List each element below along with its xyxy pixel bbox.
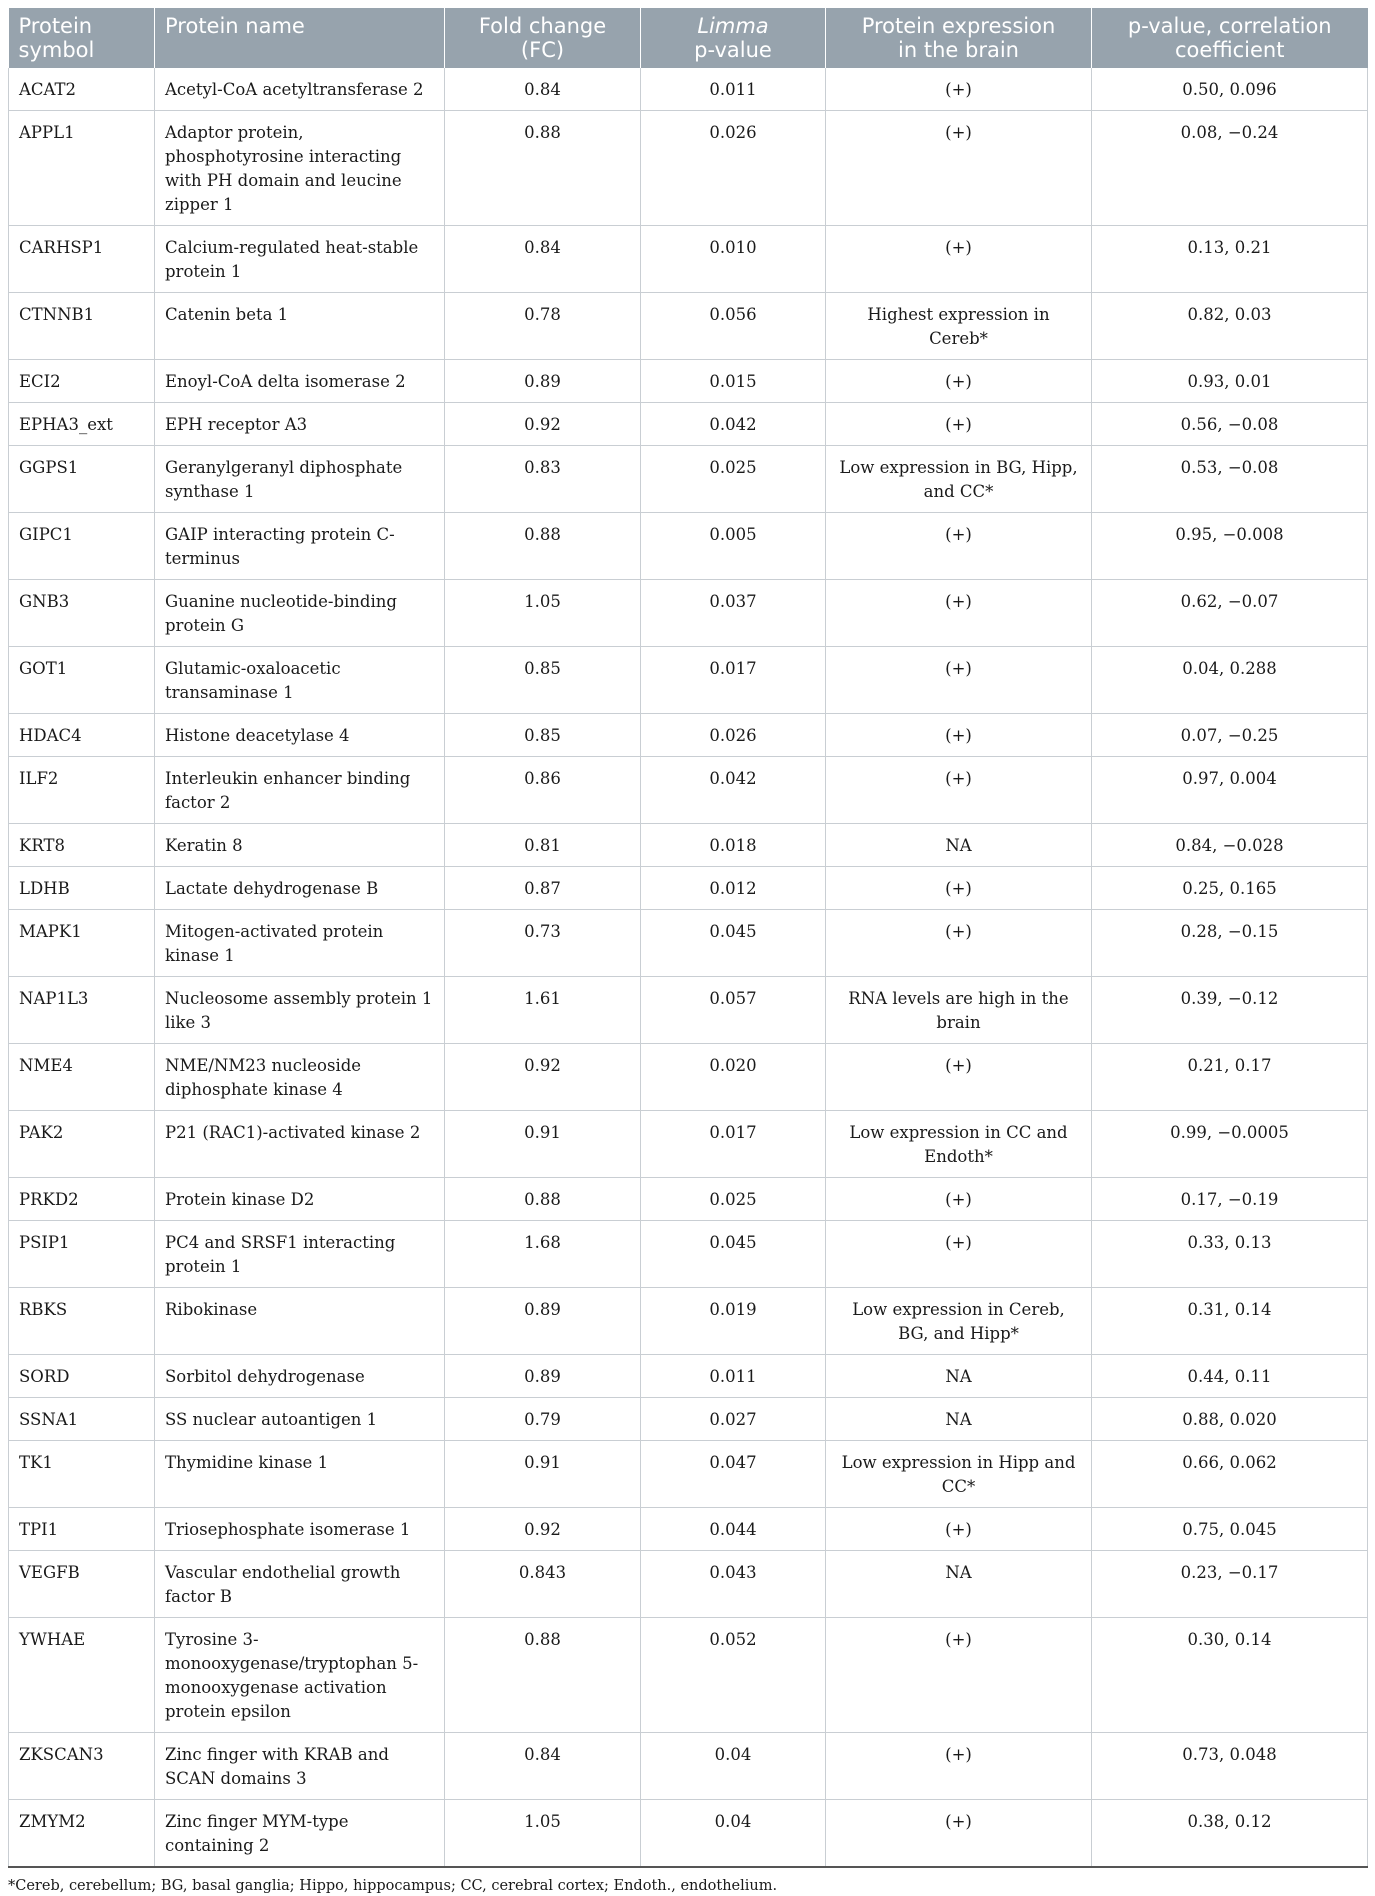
cell-limma-p-value: 0.017 [641,647,826,714]
cell-protein-symbol: KRT8 [9,824,155,867]
cell-limma-p-value: 0.045 [641,910,826,977]
cell-protein-name: EPH receptor A3 [155,403,445,446]
table-row [9,910,1368,977]
cell-protein-expression: (+) [826,580,1092,647]
header-limma-p-value: Limma p-value [641,8,826,68]
protein-table [8,8,1368,1868]
cell-protein-symbol: VEGFB [9,1551,155,1618]
cell-limma-p-value: 0.056 [641,293,826,360]
cell-correlation: 0.28, −0.15 [1092,910,1368,977]
cell-limma-p-value: 0.037 [641,580,826,647]
cell-protein-name: Calcium-regulated heat-stable protein 1 [155,226,445,293]
header-correlation: p-value, correlation coefficient [1092,8,1368,68]
cell-fold-change: 0.85 [445,714,641,757]
cell-limma-p-value: 0.011 [641,1355,826,1398]
table-row [9,580,1368,647]
cell-limma-p-value: 0.042 [641,757,826,824]
cell-protein-name: Sorbitol dehydrogenase [155,1355,445,1398]
cell-fold-change: 0.86 [445,757,641,824]
cell-protein-symbol: PAK2 [9,1111,155,1178]
table-row [9,1221,1368,1288]
cell-protein-name: Zinc finger MYM-type containing 2 [155,1800,445,1868]
cell-limma-p-value: 0.019 [641,1288,826,1355]
cell-correlation: 0.23, −0.17 [1092,1551,1368,1618]
cell-protein-symbol: SSNA1 [9,1398,155,1441]
cell-protein-expression: (+) [826,111,1092,226]
cell-protein-symbol: APPL1 [9,111,155,226]
cell-protein-symbol: GOT1 [9,647,155,714]
cell-fold-change: 0.92 [445,1044,641,1111]
cell-correlation: 0.08, −0.24 [1092,111,1368,226]
cell-correlation: 0.33, 0.13 [1092,1221,1368,1288]
cell-fold-change: 1.61 [445,977,641,1044]
cell-correlation: 0.04, 0.288 [1092,647,1368,714]
table-row [9,714,1368,757]
cell-protein-expression: NA [826,1551,1092,1618]
cell-fold-change: 1.68 [445,1221,641,1288]
cell-correlation: 0.75, 0.045 [1092,1508,1368,1551]
cell-fold-change: 0.88 [445,111,641,226]
cell-limma-p-value: 0.026 [641,714,826,757]
cell-protein-name: SS nuclear autoantigen 1 [155,1398,445,1441]
table-row [9,977,1368,1044]
cell-protein-symbol: ACAT2 [9,68,155,111]
cell-protein-expression: Low expression in Hipp and CC* [826,1441,1092,1508]
cell-protein-name: Glutamic-oxaloacetic transaminase 1 [155,647,445,714]
cell-protein-expression: RNA levels are high in the brain [826,977,1092,1044]
cell-correlation: 0.13, 0.21 [1092,226,1368,293]
cell-protein-expression: (+) [826,1733,1092,1800]
cell-protein-expression: (+) [826,360,1092,403]
cell-correlation: 0.31, 0.14 [1092,1288,1368,1355]
cell-limma-p-value: 0.010 [641,226,826,293]
cell-fold-change: 0.88 [445,1178,641,1221]
cell-limma-p-value: 0.012 [641,867,826,910]
cell-limma-p-value: 0.04 [641,1800,826,1868]
cell-correlation: 0.50, 0.096 [1092,68,1368,111]
table-row [9,360,1368,403]
cell-fold-change: 0.843 [445,1551,641,1618]
cell-fold-change: 0.85 [445,647,641,714]
cell-limma-p-value: 0.017 [641,1111,826,1178]
cell-fold-change: 0.89 [445,1355,641,1398]
cell-limma-p-value: 0.04 [641,1733,826,1800]
cell-protein-name: Ribokinase [155,1288,445,1355]
cell-protein-expression: (+) [826,1178,1092,1221]
cell-limma-p-value: 0.026 [641,111,826,226]
cell-protein-name: GAIP interacting protein C-terminus [155,513,445,580]
cell-protein-name: P21 (RAC1)-activated kinase 2 [155,1111,445,1178]
cell-protein-name: Interleukin enhancer binding factor 2 [155,757,445,824]
cell-fold-change: 0.91 [445,1111,641,1178]
table-row [9,867,1368,910]
cell-protein-name: Catenin beta 1 [155,293,445,360]
cell-correlation: 0.07, −0.25 [1092,714,1368,757]
cell-protein-name: Mitogen-activated protein kinase 1 [155,910,445,977]
cell-protein-symbol: MAPK1 [9,910,155,977]
cell-correlation: 0.66, 0.062 [1092,1441,1368,1508]
cell-protein-symbol: HDAC4 [9,714,155,757]
cell-correlation: 0.25, 0.165 [1092,867,1368,910]
cell-correlation: 0.53, −0.08 [1092,446,1368,513]
cell-protein-expression: Low expression in CC and Endoth* [826,1111,1092,1178]
cell-correlation: 0.95, −0.008 [1092,513,1368,580]
cell-protein-symbol: TK1 [9,1441,155,1508]
cell-protein-expression: (+) [826,68,1092,111]
cell-fold-change: 0.84 [445,68,641,111]
table-row [9,1551,1368,1618]
cell-protein-name: Geranylgeranyl diphosphate synthase 1 [155,446,445,513]
table-row [9,647,1368,714]
cell-protein-name: Guanine nucleotide-binding protein G [155,580,445,647]
cell-protein-name: Histone deacetylase 4 [155,714,445,757]
cell-protein-expression: Low expression in BG, Hipp, and CC* [826,446,1092,513]
cell-correlation: 0.17, −0.19 [1092,1178,1368,1221]
cell-limma-p-value: 0.011 [641,68,826,111]
cell-protein-expression: (+) [826,1221,1092,1288]
cell-protein-symbol: EPHA3_ext [9,403,155,446]
cell-protein-name: Keratin 8 [155,824,445,867]
cell-fold-change: 0.84 [445,226,641,293]
cell-correlation: 0.82, 0.03 [1092,293,1368,360]
cell-correlation: 0.84, −0.028 [1092,824,1368,867]
cell-correlation: 0.97, 0.004 [1092,757,1368,824]
cell-limma-p-value: 0.027 [641,1398,826,1441]
cell-protein-expression: (+) [826,867,1092,910]
table-row [9,1398,1368,1441]
cell-correlation: 0.62, −0.07 [1092,580,1368,647]
cell-protein-name: Triosephosphate isomerase 1 [155,1508,445,1551]
table-container [8,8,1367,1896]
cell-fold-change: 0.79 [445,1398,641,1441]
cell-limma-p-value: 0.042 [641,403,826,446]
cell-protein-name: Tyrosine 3-monooxygenase/tryptophan 5-monooxygenase activation protein epsilon [155,1618,445,1733]
cell-limma-p-value: 0.044 [641,1508,826,1551]
cell-protein-name: Protein kinase D2 [155,1178,445,1221]
cell-protein-symbol: ZMYM2 [9,1800,155,1868]
cell-protein-symbol: NAP1L3 [9,977,155,1044]
cell-correlation: 0.39, −0.12 [1092,977,1368,1044]
cell-correlation: 0.38, 0.12 [1092,1800,1368,1868]
header-protein-expression: Protein expression in the brain [826,8,1092,68]
cell-protein-expression: (+) [826,647,1092,714]
cell-limma-p-value: 0.045 [641,1221,826,1288]
table-row [9,1178,1368,1221]
cell-fold-change: 0.92 [445,1508,641,1551]
cell-fold-change: 0.88 [445,1618,641,1733]
cell-correlation: 0.56, −0.08 [1092,403,1368,446]
table-header-row [9,8,1368,68]
cell-protein-expression: (+) [826,1800,1092,1868]
cell-fold-change: 0.83 [445,446,641,513]
cell-protein-expression: (+) [826,910,1092,977]
table-row [9,1441,1368,1508]
cell-protein-symbol: PRKD2 [9,1178,155,1221]
cell-protein-symbol: ILF2 [9,757,155,824]
cell-protein-symbol: NME4 [9,1044,155,1111]
table-row [9,513,1368,580]
header-fold-change: Fold change (FC) [445,8,641,68]
cell-protein-expression: Highest expression in Cereb* [826,293,1092,360]
table-row [9,293,1368,360]
cell-fold-change: 0.73 [445,910,641,977]
cell-limma-p-value: 0.020 [641,1044,826,1111]
cell-protein-symbol: SORD [9,1355,155,1398]
cell-protein-symbol: GIPC1 [9,513,155,580]
cell-protein-symbol: PSIP1 [9,1221,155,1288]
cell-protein-name: PC4 and SRSF1 interacting protein 1 [155,1221,445,1288]
cell-limma-p-value: 0.057 [641,977,826,1044]
cell-correlation: 0.73, 0.048 [1092,1733,1368,1800]
cell-protein-expression: (+) [826,757,1092,824]
cell-fold-change: 0.89 [445,1288,641,1355]
cell-correlation: 0.44, 0.11 [1092,1355,1368,1398]
table-row [9,1111,1368,1178]
cell-protein-symbol: LDHB [9,867,155,910]
cell-protein-expression: (+) [826,714,1092,757]
cell-limma-p-value: 0.047 [641,1441,826,1508]
cell-protein-name: Zinc finger with KRAB and SCAN domains 3 [155,1733,445,1800]
cell-protein-symbol: CARHSP1 [9,226,155,293]
cell-protein-symbol: RBKS [9,1288,155,1355]
table-body [9,68,1368,1867]
cell-fold-change: 1.05 [445,580,641,647]
cell-protein-name: Vascular endothelial growth factor B [155,1551,445,1618]
cell-protein-expression: (+) [826,226,1092,293]
table-row [9,1355,1368,1398]
cell-protein-symbol: YWHAE [9,1618,155,1733]
table-row [9,1044,1368,1111]
cell-protein-name: Adaptor protein, phosphotyrosine interacting with PH domain and leucine zipper 1 [155,111,445,226]
cell-fold-change: 1.05 [445,1800,641,1868]
cell-protein-symbol: ZKSCAN3 [9,1733,155,1800]
cell-limma-p-value: 0.043 [641,1551,826,1618]
table-row [9,226,1368,293]
cell-protein-expression: Low expression in Cereb, BG, and Hipp* [826,1288,1092,1355]
cell-protein-expression: (+) [826,403,1092,446]
cell-protein-symbol: TPI1 [9,1508,155,1551]
cell-protein-expression: NA [826,1398,1092,1441]
cell-protein-symbol: GGPS1 [9,446,155,513]
cell-protein-name: Nucleosome assembly protein 1 like 3 [155,977,445,1044]
cell-fold-change: 0.88 [445,513,641,580]
table-row [9,111,1368,226]
cell-protein-symbol: ECI2 [9,360,155,403]
table-row [9,1800,1368,1868]
cell-correlation: 0.21, 0.17 [1092,1044,1368,1111]
cell-fold-change: 0.92 [445,403,641,446]
table-row [9,1288,1368,1355]
cell-protein-symbol: CTNNB1 [9,293,155,360]
table-row [9,1733,1368,1800]
cell-protein-symbol: GNB3 [9,580,155,647]
cell-protein-name: Thymidine kinase 1 [155,1441,445,1508]
cell-correlation: 0.88, 0.020 [1092,1398,1368,1441]
cell-protein-expression: (+) [826,1044,1092,1111]
cell-fold-change: 0.87 [445,867,641,910]
cell-protein-expression: (+) [826,1508,1092,1551]
table-row [9,446,1368,513]
cell-limma-p-value: 0.025 [641,446,826,513]
table-row [9,1508,1368,1551]
cell-fold-change: 0.81 [445,824,641,867]
cell-protein-name: Enoyl-CoA delta isomerase 2 [155,360,445,403]
cell-limma-p-value: 0.005 [641,513,826,580]
cell-protein-expression: (+) [826,1618,1092,1733]
cell-protein-name: Lactate dehydrogenase B [155,867,445,910]
header-protein-name: Protein name [155,8,445,68]
cell-fold-change: 0.91 [445,1441,641,1508]
cell-protein-name: Acetyl-CoA acetyltransferase 2 [155,68,445,111]
cell-protein-expression: NA [826,1355,1092,1398]
table-footnote: *Cereb, cerebellum; BG, basal ganglia; Hippo, hippocampus; CC, cerebral cortex; Endoth., endothelium. [8,1878,778,1894]
cell-correlation: 0.30, 0.14 [1092,1618,1368,1733]
table-row [9,403,1368,446]
cell-protein-expression: NA [826,824,1092,867]
header-protein-symbol: Protein symbol [9,8,155,68]
cell-fold-change: 0.89 [445,360,641,403]
table-row [9,824,1368,867]
cell-protein-expression: (+) [826,513,1092,580]
cell-protein-name: NME/NM23 nucleoside diphosphate kinase 4 [155,1044,445,1111]
cell-limma-p-value: 0.052 [641,1618,826,1733]
cell-limma-p-value: 0.025 [641,1178,826,1221]
table-row [9,1618,1368,1733]
cell-correlation: 0.99, −0.0005 [1092,1111,1368,1178]
cell-limma-p-value: 0.018 [641,824,826,867]
cell-fold-change: 0.78 [445,293,641,360]
cell-correlation: 0.93, 0.01 [1092,360,1368,403]
cell-limma-p-value: 0.015 [641,360,826,403]
table-row [9,757,1368,824]
cell-fold-change: 0.84 [445,1733,641,1800]
table-row [9,68,1368,111]
